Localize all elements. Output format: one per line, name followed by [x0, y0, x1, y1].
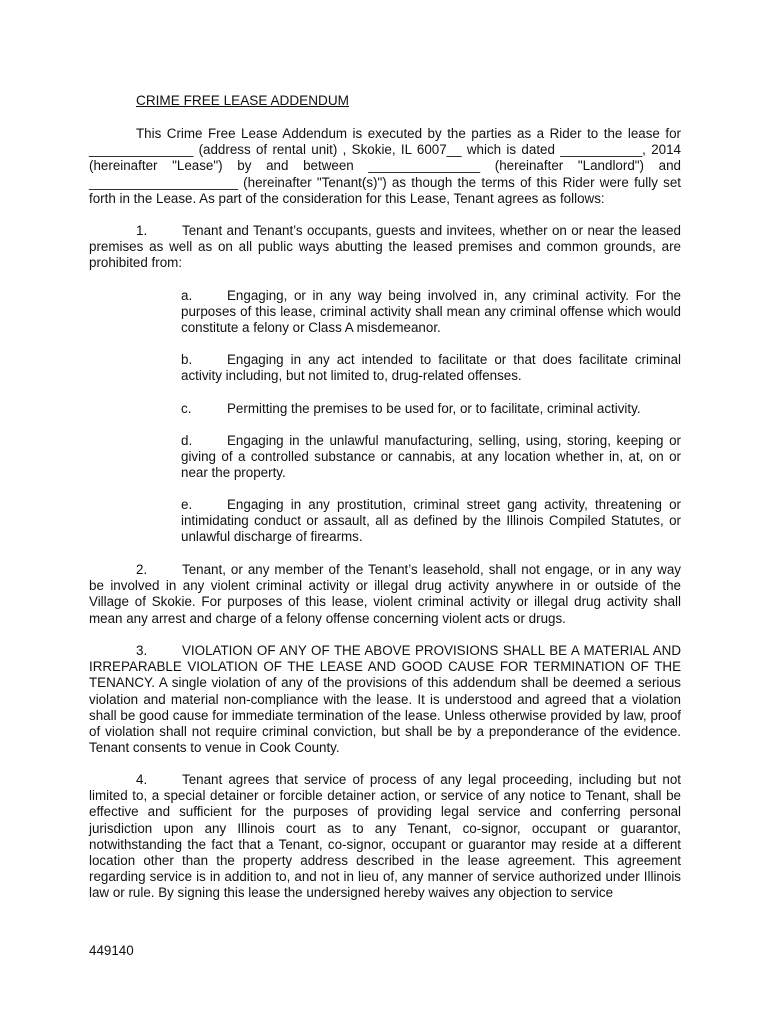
- section-number: 3.: [136, 643, 148, 658]
- document-id: 449140: [89, 943, 134, 958]
- subitem-letter: b.: [181, 352, 193, 367]
- subitem-letter: e.: [181, 497, 193, 512]
- section-2: [89, 562, 681, 627]
- subitem-text: Engaging in the unlawful manufacturing, selling, using, storing, keeping or giving of a controlled substance or cannabis, at any location whether in, at, on or near the property.: [181, 433, 681, 481]
- subitem-text: Engaging in any act intended to facilitate or that does facilitate criminal activity including, but not limited to, drug-related offenses.: [181, 352, 681, 384]
- section-number: 2.: [136, 562, 148, 577]
- subitem-b: [181, 352, 681, 384]
- subitem-d: [181, 433, 681, 482]
- section-text: Tenant, or any member of the Tenant’s leasehold, shall not engage, or in any way be involved in any violent criminal activity or illegal drug activity anywhere in or outside of the Village of Skokie. For purposes of this lease, violent criminal activity or illegal drug activity shall mean any arrest and charge of a felony offense concerning violent acts or drugs.: [89, 562, 681, 626]
- subitem-e: [181, 497, 681, 546]
- section-4: [89, 772, 681, 902]
- subitem-text: Permitting the premises to be used for, or to facilitate, criminal activity.: [227, 401, 641, 416]
- intro-text: This Crime Free Lease Addendum is executed by the parties as a Rider to the lease for ______________ (address of rental unit) , Skokie, IL 6007__ which is dated ___________, 2014 (hereinafter "Lease") by and between _______________ (hereinafter "Landlord") and ____________________ (hereinafter "Tenant(s)") as though the terms of this Rider were fully set forth in the Lease. As part of the consideration for this Lease, Tenant agrees as follows:: [89, 126, 681, 206]
- subitem-text: Engaging, or in any way being involved in, any criminal activity. For the purposes of this lease, criminal activity shall mean any criminal offense which would constitute a felony or Class A misdemeanor.: [181, 288, 681, 336]
- section-text: VIOLATION OF ANY OF THE ABOVE PROVISIONS SHALL BE A MATERIAL AND IRREPARABLE VIOLATION OF THE LEASE AND GOOD CAUSE FOR TERMINATION OF THE TENANCY. A single violation of any of the provisions of this addendum shall be deemed a serious violation and material non-compliance with the lease. It is understood and agreed that a violation shall be good cause for immediate termination of the lease. Unless otherwise provided by law, proof of violation shall not require criminal conviction, but shall be by a preponderance of the evidence. Tenant consents to venue in Cook County.: [89, 643, 681, 756]
- subitem-c: [181, 401, 681, 417]
- intro-paragraph: [89, 126, 681, 207]
- section-number: 4.: [136, 772, 148, 787]
- subitem-letter: a.: [181, 288, 193, 303]
- subitem-a: [181, 288, 681, 337]
- section-3: [89, 643, 681, 756]
- section-number: 1.: [136, 223, 148, 238]
- subitem-text: Engaging in any prostitution, criminal street gang activity, threatening or intimidating conduct or assault, all as defined by the Illinois Compiled Statutes, or unlawful discharge of firearms.: [181, 497, 681, 545]
- subitem-letter: d.: [181, 433, 193, 448]
- page-title: CRIME FREE LEASE ADDENDUM: [136, 93, 350, 108]
- section-text: Tenant agrees that service of process of any legal proceeding, including but not limited to, a special detainer or forcible detainer action, or service of any notice to Tenant, shall be effective and sufficient for the purposes of providing legal service and conferring personal jurisdiction upon any Illinois court as to any Tenant, co-signor, occupant or guarantor, notwithstanding the fact that a Tenant, co-signor, occupant or guarantor may reside at a different location other than the property address described in the lease agreement. This agreement regarding service is in addition to, and not in lieu of, any manner of service authorized under Illinois law or rule. By signing this lease the undersigned hereby waives any objection to service: [89, 772, 681, 901]
- subitem-letter: c.: [181, 401, 192, 416]
- section-1: [89, 223, 681, 272]
- section-text: Tenant and Tenant’s occupants, guests and invitees, whether on or near the leased premises as well as on all public ways abutting the leased premises and common grounds, are prohibited from:: [89, 223, 681, 271]
